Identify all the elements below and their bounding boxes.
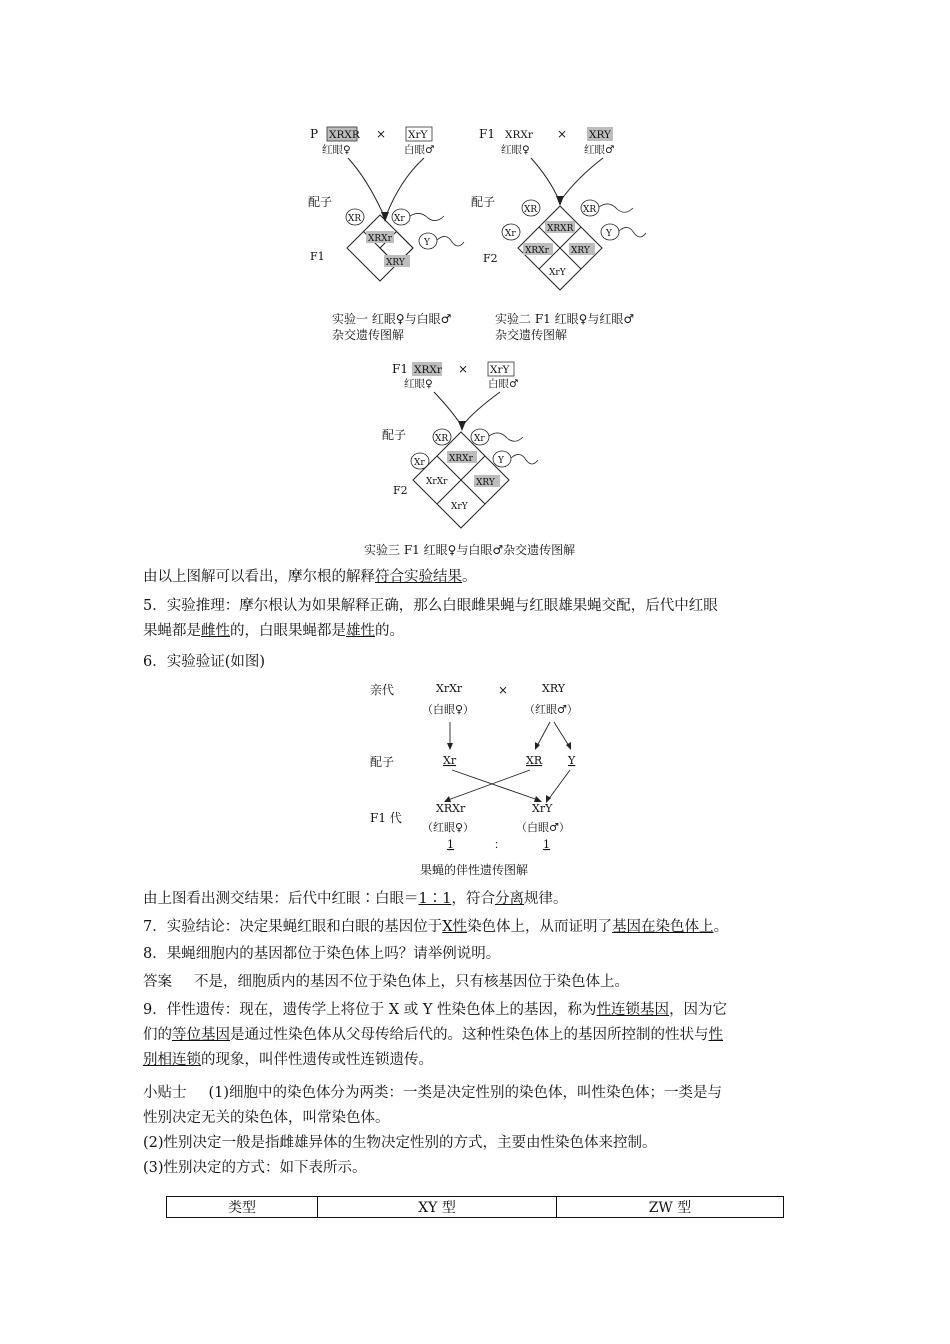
answer-text: 不是，细胞质内的基因不位于染色体上，只有核基因位于染色体上。	[194, 974, 629, 990]
parent-male-genotype: XRY	[589, 129, 611, 141]
gamete-male-1: XR	[583, 205, 597, 215]
answer-paragraph	[143, 970, 815, 995]
f2-label: F2	[393, 484, 408, 497]
answer-underline: X性	[442, 919, 468, 935]
parent-female-genotype: XRXr	[414, 364, 442, 376]
gamete-label: 配子	[471, 195, 496, 209]
caption-line2: 杂交遗传图解	[332, 328, 405, 342]
caption-line1: 实验一 红眼♀与白眼♂	[332, 312, 452, 326]
answer-underline: 雌性	[201, 623, 230, 639]
cell-left: XrXr	[426, 477, 448, 487]
f1-label: F1	[310, 250, 325, 263]
female-phenotype: 红眼♀	[322, 144, 351, 156]
gamete-male-1: Xr	[474, 434, 485, 444]
gamete-male-2: Y	[606, 229, 612, 239]
gamete-xr-male: Xr	[394, 214, 405, 224]
female-phenotype: 红眼♀	[501, 144, 530, 156]
cross-sign: ×	[498, 683, 509, 697]
parent-female-genotype: XRXr	[505, 129, 533, 141]
answer-underline: 符合实验结果	[375, 569, 462, 585]
gamete-xr-male: XR	[526, 754, 543, 767]
answer-underline: 分离	[494, 891, 524, 907]
tips-block: 小贴士 (1)细胞中的染色体分为两类：一类是决定性别的染色体，叫性染色体；一类是与 性别决定无关的染色体，叫常染色体。 (2)性别决定一般是指雌雄异体的生物决定性别的方式，主要由性染色体来控制。 (3)性别决定的方式：如下表所示。	[143, 1085, 723, 1176]
cross-sign: ×	[458, 362, 469, 376]
parent-male-genotype: XRY	[542, 682, 566, 695]
experiment2-diagram	[471, 120, 660, 345]
paragraph-7: 7．实验结论：决定果蝇红眼和白眼的基因位于X性染色体上，从而证明了基因在染色体上。	[143, 919, 729, 935]
sex-determination-table	[166, 1196, 784, 1218]
gamete-label: 配子	[382, 428, 407, 442]
table-header-zw: ZW 型	[557, 1197, 784, 1218]
answer-underline: 雄性	[346, 623, 375, 639]
cell-right: XRY	[476, 478, 495, 488]
gamete-female-1: XR	[435, 434, 449, 444]
answer-label: 答案	[143, 974, 172, 990]
male-phenotype: 白眼♂	[488, 378, 519, 390]
testcross-diagram	[360, 676, 600, 881]
conclusion-paragraph: 由以上图解可以看出，摩尔根的解释符合实验结果。	[143, 569, 477, 585]
offspring-1-phenotype: （红眼♀）	[422, 821, 475, 834]
answer-underline: 性连锁基因	[596, 1002, 670, 1018]
offspring-2-phenotype: （白眼♂）	[516, 821, 570, 834]
parent-male-genotype: XrY	[490, 364, 510, 376]
paragraph-5: 5．实验推理：摩尔根认为如果解释正确，那么白眼雌果蝇与红眼雄果蝇交配，后代中红眼 果蝇都是雌性的，白眼果蝇都是雄性的。	[143, 598, 718, 639]
parent-female-genotype: XRXR	[329, 129, 360, 141]
gamete-xr-female: Xr	[443, 754, 457, 767]
gamete-male-2: Y	[498, 456, 504, 466]
paragraph-6: 6．实验验证(如图)	[143, 654, 266, 670]
ratio-2: 1	[543, 838, 550, 851]
answer-underline: 性	[708, 1027, 723, 1043]
cell-top: XRXR	[547, 224, 574, 234]
gamete-female-2: Xr	[505, 229, 516, 239]
female-phenotype: （白眼♀）	[422, 703, 475, 716]
female-phenotype: 红眼♀	[404, 378, 433, 390]
gamete-y: Y	[568, 754, 576, 767]
table-header-xy: XY 型	[318, 1197, 557, 1218]
gamete-label: 配子	[370, 755, 395, 769]
paragraph-9: 9．伴性遗传：现在，遗传学上将位于 X 或 Y 性染色体上的基因，称为性连锁基因，因为它 们的等位基因是通过性染色体从父母传给后代的。这种性染色体上的基因所控制的性状与性 别相连锁的现象，叫伴性遗传或性连锁遗传。	[143, 1002, 728, 1068]
parent-female-genotype: XrXr	[436, 682, 463, 695]
male-phenotype: 红眼♂	[584, 144, 615, 156]
male-phenotype: （红眼♂）	[524, 703, 578, 716]
experiment1-diagram	[300, 120, 480, 345]
caption-line1: 实验二 F1 红眼♀与红眼♂	[495, 312, 635, 326]
ratio-colon: ：	[494, 838, 505, 851]
f1-label: F1 代	[370, 811, 402, 825]
tips-label: 小贴士	[143, 1085, 187, 1101]
cell-top: XRXr	[449, 454, 473, 464]
cell-bottom: XrY	[549, 268, 566, 278]
answer-underline: 基因在染色体上	[612, 919, 714, 935]
f1-genotype-female: XRXr	[368, 234, 392, 244]
parent-label: 亲代	[370, 683, 395, 697]
gamete-y: Y	[424, 238, 430, 248]
answer-underline: 别相连锁	[143, 1052, 201, 1068]
answer-underline: 1∶1	[418, 891, 452, 907]
experiment3-diagram	[360, 355, 600, 565]
f1-genotype-male: XRY	[386, 258, 405, 268]
caption: 果蝇的伴性遗传图解	[420, 863, 529, 877]
paragraph-8: 8．果蝇细胞内的基因都位于染色体上吗？请举例说明。	[143, 946, 501, 962]
caption: 实验三 F1 红眼♀与白眼♂杂交遗传图解	[364, 543, 576, 557]
result-paragraph: 由上图看出测交结果：后代中红眼∶白眼＝1∶1，符合分离规律。	[143, 891, 568, 907]
offspring-2-genotype: XrY	[532, 802, 553, 815]
gamete-female-2: Xr	[414, 458, 425, 468]
cell-bottom: XrY	[451, 502, 468, 512]
p-label: P	[310, 127, 319, 141]
cross-sign: ×	[376, 127, 387, 141]
cell-right: XRY	[571, 246, 590, 256]
gamete-xr-female: XR	[348, 214, 362, 224]
gamete-female-1: XR	[524, 205, 538, 215]
table-header-row	[167, 1197, 784, 1218]
cross-sign: ×	[557, 127, 568, 141]
f2-label: F2	[483, 252, 498, 265]
gen-label: F1	[479, 127, 495, 141]
ratio-1: 1	[447, 838, 454, 851]
table-header-type: 类型	[167, 1197, 318, 1218]
cell-left: XRXr	[525, 246, 549, 256]
gamete-label: 配子	[308, 195, 333, 209]
answer-underline: 等位基因	[172, 1027, 230, 1043]
male-phenotype: 白眼♂	[404, 144, 435, 156]
parent-male-genotype: XrY	[408, 129, 428, 141]
offspring-1-genotype: XRXr	[436, 802, 466, 815]
caption-line2: 杂交遗传图解	[495, 328, 568, 342]
gen-label: F1	[392, 362, 408, 376]
